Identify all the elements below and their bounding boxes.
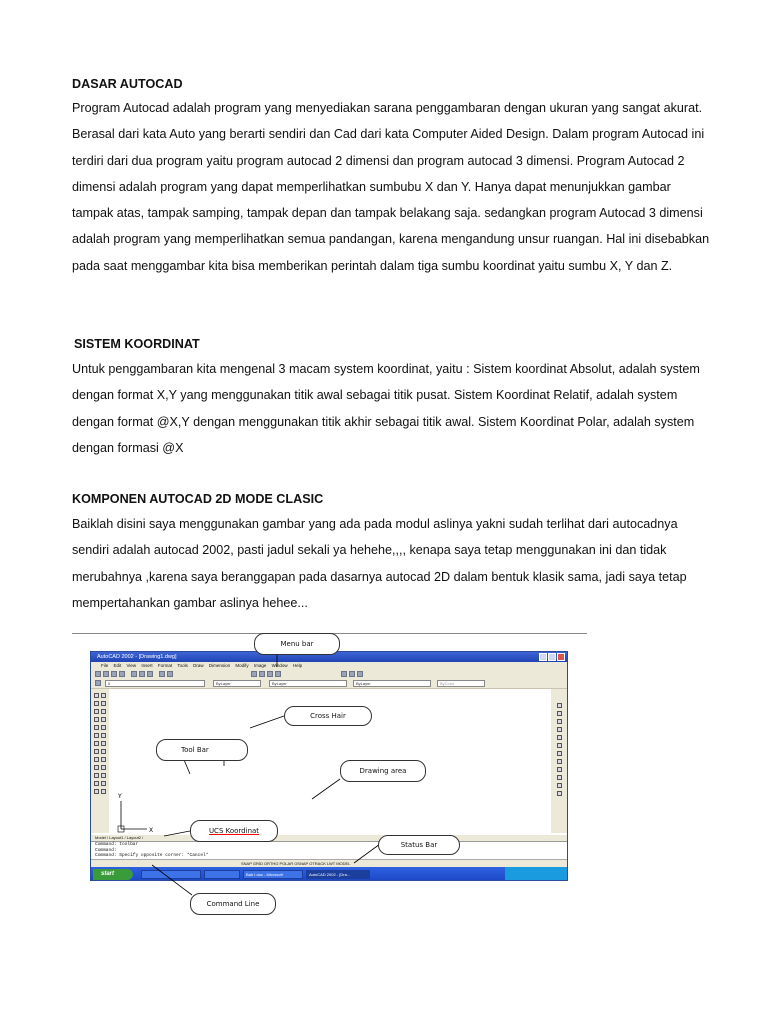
region-icon [101,741,106,746]
snap-endpoint-icon [557,703,562,708]
zoom-window-icon [267,671,273,677]
snap-parallel-icon [557,759,562,764]
array-icon [101,765,106,770]
ucs-x-label: X [149,827,154,833]
maximize-icon [548,653,556,661]
save-icon [111,671,117,677]
callout-tool-bar: Tool Bar [156,739,248,761]
taskbar-item-autocad: AutoCAD 2002 - [Dra... [306,870,370,879]
undo-icon [159,671,165,677]
rectangle-icon [94,709,99,714]
snap-quadrant-icon [557,735,562,740]
layer-manager-icon [95,680,101,686]
lineweight-select: ByLayer [353,680,431,687]
copy-object-icon [94,757,99,762]
offset-icon [94,765,99,770]
mirror-icon [101,757,106,762]
object-snap-toolbar [551,689,568,833]
line-icon [94,693,99,698]
zoom-icon [259,671,265,677]
snap-nearest-icon [557,783,562,788]
snap-center-icon [557,727,562,732]
layout-tabs: Model / Layout1 / Layout2 / [91,835,567,841]
menu-bar: File Edit View Insert Format Tools Draw Dimension Modify Image Window Help [91,662,567,670]
callout-drawing-area: Drawing area [340,760,426,782]
extend-icon [101,789,106,794]
callout-status-bar: Status Bar [378,835,460,855]
snap-node-icon [557,775,562,780]
cut-icon [131,671,137,677]
ucs-y-label: Y [118,793,122,800]
polygon-icon [101,701,106,706]
snap-none-icon [557,791,562,796]
arc-icon [101,709,106,714]
autocad-interface-figure [72,633,587,918]
zoom-previous-icon [275,671,281,677]
snap-midpoint-icon [557,711,562,716]
command-prompt-line: Command: Specify opposite corner: *Cancel* [95,853,209,858]
callout-command-line: Command Line [190,893,276,915]
snap-insert-icon [557,767,562,772]
window-title: AutoCAD 2002 - [Drawing1.dwg] [97,654,177,660]
print-icon [119,671,125,677]
color-select: ByLayer [213,680,261,687]
draw-toolbar [91,689,109,833]
command-history-line: Command: [95,847,117,853]
stretch-icon [101,781,106,786]
erase-icon [101,749,106,754]
snap-intersection-icon [557,719,562,724]
callout-ucs-text: UCS Koordinat [208,827,260,835]
point-icon [101,733,106,738]
section-paragraph-komponen-autocad: Baiklah disini saya menggunakan gambar yang ada pada modul aslinya yakni sudah terlihat dari autocadnya sendiri adalah autocad 2002, pasti jadul sekali ya hehehe,,,, kenapa saya tetap menggunakan ini dan tidak merubahnya ,karena saya beranggapan pada dasarnya autocad 2D dalam bentuk klasik sama, jadi saya tetap mempertahankan gambar aslinya hehee... [72,517,687,610]
redo-icon [167,671,173,677]
section-paragraph-sistem-koordinat: Untuk penggambaran kita mengenal 3 macam system koordinat, yaitu : Sistem koordinat Absolut, adalah system dengan format X,Y yang menggunakan titik awal sebagai titik pusat. Sistem Koordinat Relatif, adalah system dengan format @X,Y dengan menggunakan titik akhir sebagai titik awal. Sistem Koordinat Polar, adalah system dengan formasi @X [72,362,700,455]
make-block-icon [94,733,99,738]
callout-ucs-koordinat [190,820,278,842]
move-icon [94,773,99,778]
spline-icon [101,717,106,722]
callout-cross-hair: Cross Hair [284,706,372,726]
circle-icon [94,717,99,722]
close-icon [557,653,565,661]
command-history-line: Command: toolbar [95,842,139,847]
windows-taskbar [91,867,567,881]
section-paragraph-dasar-autocad: Program Autocad adalah program yang menyediakan sarana penggambaran dengan ukuran yang sangat akurat. Berasal dari kata Auto yang berarti sendiri dan Cad dari kata Computer Aided Design. Dalam program Autocad ini terdiri dari dua program yaitu program autocad 2 dimensi dan program autocad 3 dimensi. Program Autocad 2 dimensi adalah program yang dapat memperlihatkan sumbubu X dan Y. Hanya dapat menunjukkan gambar tampak atas, tampak samping, tampak depan dan tampak belakang saja. sedangkan program Autocad 3 dimensi adalah program yang memperlihatkan semua pandangan, karena mengandung unsur ruangan. Hal ini disebabkan pada saat menggambar kita bisa memberikan perintah dalam tiga sumbu koordinat yaitu sumbu X, Y dan Z. [72,101,710,273]
taskbar-item [141,870,201,879]
pan-icon [251,671,257,677]
snap-perpendicular-icon [557,751,562,756]
xline-icon [101,693,106,698]
trim-icon [94,789,99,794]
section-heading-dasar-autocad: DASAR AUTOCAD [72,77,183,91]
minimize-icon [539,653,547,661]
rotate-icon [101,773,106,778]
linetype-select: ByLayer [269,680,347,687]
polyline-icon [94,701,99,706]
paste-icon [147,671,153,677]
properties-icon [341,671,347,677]
new-icon [95,671,101,677]
taskbar-item-word: Bab I.doc - Microsoft [243,870,303,879]
taskbar-item [204,870,240,879]
scale-icon [94,781,99,786]
mtext-icon [94,749,99,754]
snap-tangent-icon [557,743,562,748]
layers-toolbar [91,679,567,689]
copy-icon [139,671,145,677]
section-heading-sistem-koordinat: SISTEM KOORDINAT [74,337,200,351]
plotstyle-select: ByColor [437,680,485,687]
insert-block-icon [101,725,106,730]
section-heading-komponen-autocad: KOMPONEN AUTOCAD 2D MODE CLASIC [72,492,324,506]
help-icon [357,671,363,677]
ellipse-icon [94,725,99,730]
start-button: start [93,869,133,880]
status-bar: SNAP GRID ORTHO POLAR OSNAP OTRACK LWT MODEL [91,859,567,867]
callout-menu-bar: Menu bar [254,633,340,655]
design-center-icon [349,671,355,677]
layer-select: 0 [105,680,205,687]
hatch-icon [94,741,99,746]
command-line-area [91,841,567,859]
system-tray [505,867,567,881]
open-icon [103,671,109,677]
autocad-window [90,651,568,881]
ucs-icon [118,801,147,832]
